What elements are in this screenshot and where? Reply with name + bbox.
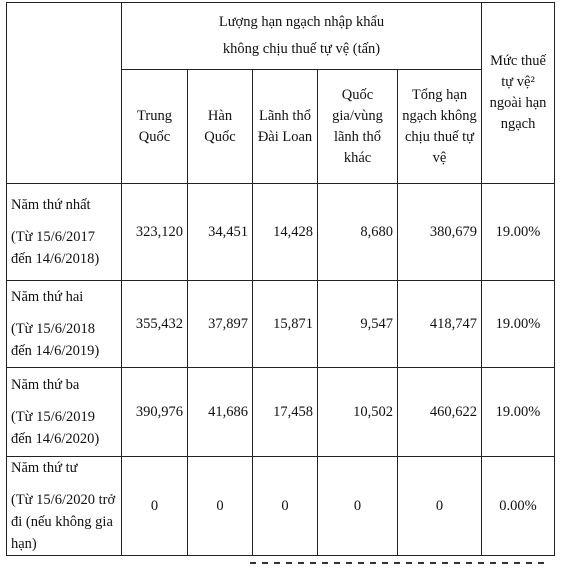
cell-other: 10,502 xyxy=(318,368,398,457)
cell-taiwan: 14,428 xyxy=(253,184,318,281)
header-other: Quốc gia/vùng lãnh thổ khác xyxy=(318,70,398,184)
cell-total: 0 xyxy=(398,457,482,556)
header-taiwan: Lãnh thổ Đài Loan xyxy=(253,70,318,184)
cell-taiwan: 15,871 xyxy=(253,281,318,368)
cell-total: 460,622 xyxy=(398,368,482,457)
cell-korea: 0 xyxy=(188,457,253,556)
row-label xyxy=(7,368,122,457)
cell-other: 9,547 xyxy=(318,281,398,368)
header-korea: Hàn Quốc xyxy=(188,70,253,184)
cell-total: 380,679 xyxy=(398,184,482,281)
header-row-top xyxy=(7,3,555,70)
row-period: (Từ 15/6/2018 đến 14/6/2019) xyxy=(11,321,100,359)
cell-total: 418,747 xyxy=(398,281,482,368)
row-label xyxy=(7,281,122,368)
rate-header: Mức thuế tự vệ² ngoài hạn ngạch xyxy=(482,3,555,184)
row-period: (Từ 15/6/2019 đến 14/6/2020) xyxy=(11,409,100,447)
row-year: Năm thứ hai xyxy=(11,289,84,305)
table-row xyxy=(7,184,555,281)
cell-china: 355,432 xyxy=(122,281,188,368)
row-label xyxy=(7,184,122,281)
table-row xyxy=(7,368,555,457)
cell-china: 0 xyxy=(122,457,188,556)
cut-off-text-line xyxy=(250,562,550,570)
row-label xyxy=(7,457,122,556)
row-year: Năm thứ tư xyxy=(11,460,78,476)
cell-korea: 37,897 xyxy=(188,281,253,368)
quota-table xyxy=(6,2,555,556)
row-period: (Từ 15/6/2017 đến 14/6/2018) xyxy=(11,229,100,267)
cell-taiwan: 17,458 xyxy=(253,368,318,457)
cell-taiwan: 0 xyxy=(253,457,318,556)
cell-other: 8,680 xyxy=(318,184,398,281)
cell-china: 390,976 xyxy=(122,368,188,457)
cell-rate: 19.00% xyxy=(482,368,555,457)
cell-china: 323,120 xyxy=(122,184,188,281)
cell-rate: 0.00% xyxy=(482,457,555,556)
row-period: (Từ 15/6/2020 trở đi (nếu không gia hạn) xyxy=(11,492,116,552)
cell-korea: 41,686 xyxy=(188,368,253,457)
row-year: Năm thứ nhất xyxy=(11,197,91,213)
group-header-line2: không chịu thuế tự vệ (tấn) xyxy=(222,41,381,57)
cell-rate: 19.00% xyxy=(482,184,555,281)
cell-rate: 19.00% xyxy=(482,281,555,368)
table-row xyxy=(7,281,555,368)
header-china: Trung Quốc xyxy=(122,70,188,184)
cell-korea: 34,451 xyxy=(188,184,253,281)
row-year: Năm thứ ba xyxy=(11,377,80,393)
quota-group-header xyxy=(122,3,482,70)
group-header-line1: Lượng hạn ngạch nhập khẩu xyxy=(218,14,385,30)
corner-cell xyxy=(7,3,122,184)
cell-other: 0 xyxy=(318,457,398,556)
table-row xyxy=(7,457,555,556)
header-total: Tổng hạn ngạch không chịu thuế tự vệ xyxy=(398,70,482,184)
